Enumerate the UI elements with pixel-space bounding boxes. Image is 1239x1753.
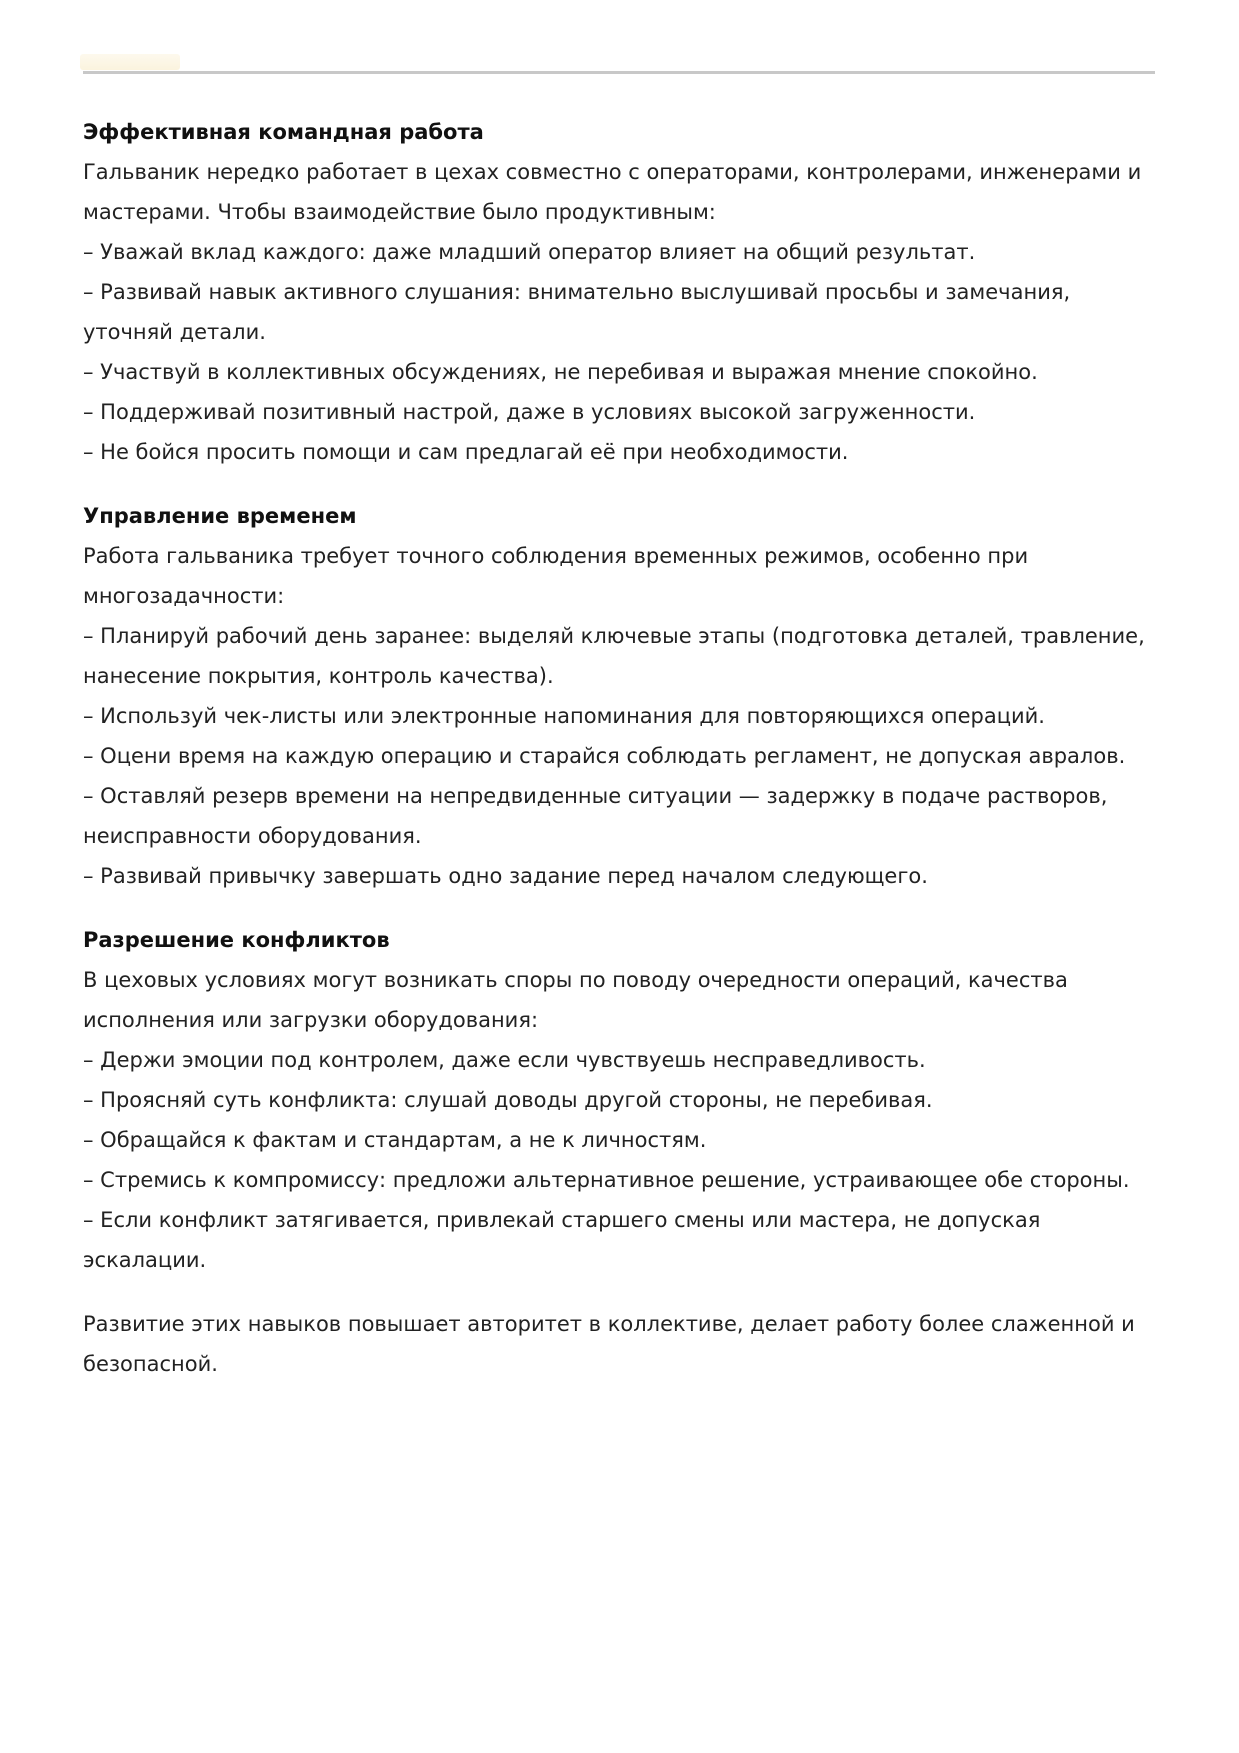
list-item: – Если конфликт затягивается, привлекай старшего смены или мастера, не допуская эскалации. [83,1208,1041,1272]
list-item: – Оцени время на каждую операцию и старайся соблюдать регламент, не допуская авралов. [83,744,1126,768]
section-heading: Управление временем [83,504,357,528]
list-item: – Развивай навык активного слушания: внимательно выслушивай просьбы и замечания, уточняй детали. [83,280,1071,344]
list-item: – Уважай вклад каждого: даже младший оператор влияет на общий результат. [83,240,976,264]
list-item: – Поддерживай позитивный настрой, даже в условиях высокой загруженности. [83,400,976,424]
list-item: – Развивай привычку завершать одно задание перед началом следующего. [83,864,928,888]
conclusion [83,1304,1163,1384]
list-item: – Проясняй суть конфликта: слушай доводы другой стороны, не перебивая. [83,1088,933,1112]
list-item: – Не бойся просить помощи и сам предлагай её при необходимости. [83,440,849,464]
section-heading: Эффективная командная работа [83,120,484,144]
section-heading: Разрешение конфликтов [83,928,390,952]
section-time-management [83,496,1163,896]
section-intro: В цеховых условиях могут возникать споры по поводу очередности операций, качества исполнения или загрузки оборудования: [83,968,1068,1032]
header-rule [83,71,1155,74]
section-conflict-resolution [83,920,1163,1280]
section-teamwork [83,112,1163,472]
section-intro: Работа гальваника требует точного соблюдения временных режимов, особенно при многозадачности: [83,544,1029,608]
list-item: – Планируй рабочий день заранее: выделяй ключевые этапы (подготовка деталей, травление, нанесение покрытия, контроль качества). [83,624,1145,688]
list-item: – Оставляй резерв времени на непредвиденные ситуации — задержку в подаче растворов, неисправности оборудования. [83,784,1108,848]
document-body [83,112,1163,1384]
list-item: – Обращайся к фактам и стандартам, а не к личностям. [83,1128,707,1152]
list-item: – Используй чек-листы или электронные напоминания для повторяющихся операций. [83,704,1045,728]
section-intro: Гальваник нередко работает в цехах совместно с операторами, контролерами, инженерами и мастерами. Чтобы взаимодействие было продуктивным: [83,160,1142,224]
list-item: – Держи эмоции под контролем, даже если чувствуешь несправедливость. [83,1048,926,1072]
conclusion-text: Развитие этих навыков повышает авторитет в коллективе, делает работу более слаженной и безопасной. [83,1312,1135,1376]
list-item: – Участвуй в коллективных обсуждениях, не перебивая и выражая мнение спокойно. [83,360,1038,384]
list-item: – Стремись к компромиссу: предложи альтернативное решение, устраивающее обе стороны. [83,1168,1130,1192]
header-mark [80,54,180,70]
